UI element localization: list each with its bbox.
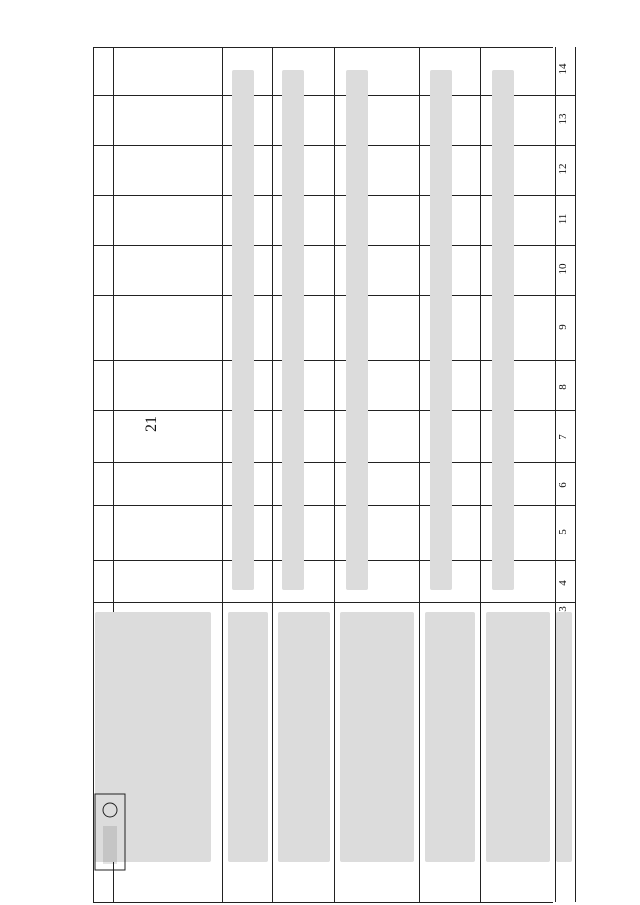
illegible-row-29-8-text [278, 612, 330, 862]
illegible-row-30-1-text [556, 612, 572, 862]
row-sep-8 [575, 47, 576, 902]
header-col-8: 8 [557, 384, 569, 390]
table-border-bottom [93, 902, 553, 903]
illegible-values-row-30-1 [492, 70, 514, 590]
row-sep-5 [419, 47, 420, 902]
header-col-5: 5 [557, 529, 569, 535]
illegible-row-29-7-text [228, 612, 268, 862]
footer-meta-text-placeholder [110, 382, 124, 602]
illegible-values-row-29-9 [346, 70, 368, 590]
header-col-3: 3 [557, 606, 569, 612]
row-sep-3 [272, 47, 273, 902]
header-col-14: 14 [557, 63, 569, 75]
illegible-row-29-9-text [340, 612, 414, 862]
page-number: 21 [143, 416, 160, 432]
header-col-13: 13 [557, 113, 569, 125]
header-col-6: 6 [557, 482, 569, 488]
header-col-4: 4 [557, 580, 569, 586]
row-sep-2 [222, 47, 223, 902]
table-border-top [93, 47, 553, 48]
illegible-values-row-29-8 [282, 70, 304, 590]
header-col-7: 7 [557, 434, 569, 440]
header-col-10: 10 [557, 263, 569, 275]
illegible-values-row-29-7 [232, 70, 254, 590]
illegible-row-29-10-text [425, 612, 475, 862]
document-stamp [93, 792, 127, 872]
row-sep-0 [93, 47, 94, 902]
header-col-9: 9 [557, 324, 569, 330]
header-col-11: 11 [557, 213, 569, 225]
illegible-values-row-29-10 [430, 70, 452, 590]
row-sep-6 [480, 47, 481, 902]
illegible-row-30-text [486, 612, 550, 862]
row-sep-4 [334, 47, 335, 902]
header-col-12: 12 [557, 163, 569, 175]
col-sep-11 [93, 602, 575, 603]
